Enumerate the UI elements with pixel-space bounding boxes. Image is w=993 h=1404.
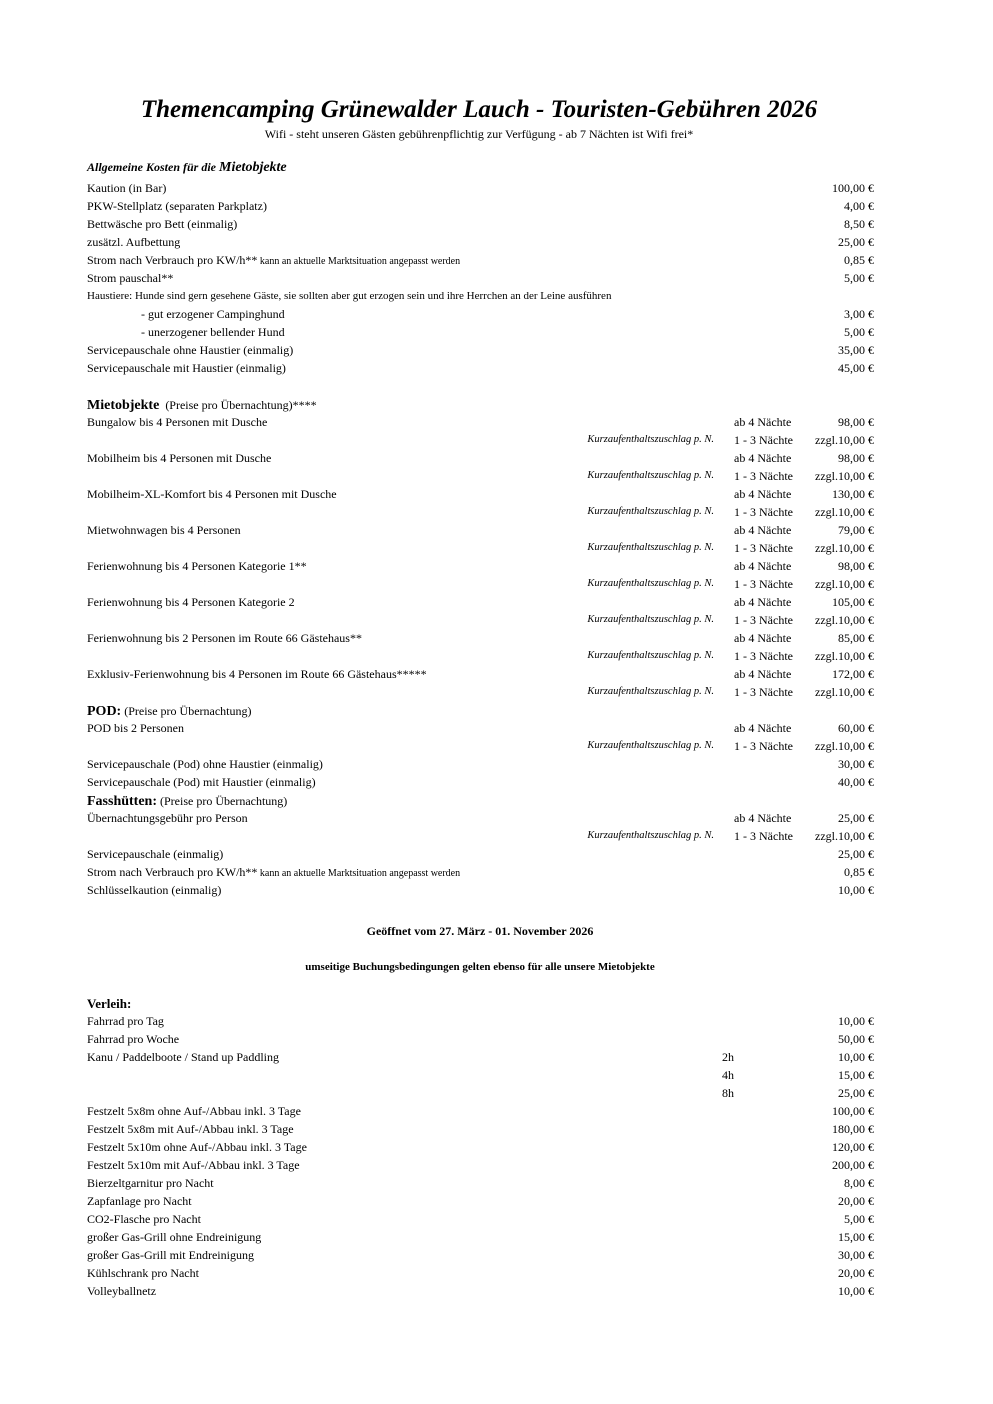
surcharge-label: Kurzaufenthaltszuschlag p. N. bbox=[587, 614, 714, 625]
item-label: - gut erzogener Campinghund bbox=[141, 307, 285, 321]
rental-item-row bbox=[87, 1048, 874, 1066]
surcharge-label: Kurzaufenthaltszuschlag p. N. bbox=[587, 830, 714, 841]
opening-dates: Geöffnet vom 27. März - 01. November 2026 bbox=[366, 924, 594, 938]
surcharge-condition: 1 - 3 Nächte bbox=[734, 829, 793, 843]
surcharge-price: zzgl.10,00 € bbox=[815, 739, 874, 753]
surcharge-price: zzgl.10,00 € bbox=[815, 505, 874, 519]
item-price: 10,00 € bbox=[838, 883, 874, 897]
surcharge-condition: 1 - 3 Nächte bbox=[734, 739, 793, 753]
item-label: Ferienwohnung bis 2 Personen im Route 66 Gästehaus** bbox=[87, 631, 362, 645]
item-condition: ab 4 Nächte bbox=[734, 631, 792, 645]
cost-row bbox=[87, 773, 874, 791]
pod-heading: POD: (Preise pro Übernachtung) bbox=[87, 704, 252, 719]
item-price: 5,00 € bbox=[844, 1212, 874, 1226]
cost-row bbox=[87, 233, 874, 251]
item-label: Servicepauschale ohne Haustier (einmalig) bbox=[87, 343, 294, 357]
item-label: Strom nach Verbrauch pro KW/h** kann an aktuelle Marktsituation angepasst werden bbox=[87, 865, 461, 879]
cost-row bbox=[87, 287, 874, 305]
item-price: 25,00 € bbox=[838, 235, 874, 249]
surcharge-label: Kurzaufenthaltszuschlag p. N. bbox=[587, 506, 714, 517]
surcharge-label: Kurzaufenthaltszuschlag p. N. bbox=[587, 740, 714, 751]
rental-item-row bbox=[87, 1210, 874, 1228]
item-price: 0,85 € bbox=[844, 253, 874, 267]
rental-item-row bbox=[87, 1138, 874, 1156]
rental-item-row bbox=[87, 1066, 874, 1084]
item-price: 8,00 € bbox=[844, 1176, 874, 1190]
item-label: Festzelt 5x10m ohne Auf-/Abbau inkl. 3 Tage bbox=[87, 1140, 307, 1154]
item-price: 79,00 € bbox=[838, 523, 874, 537]
surcharge-condition: 1 - 3 Nächte bbox=[734, 541, 793, 555]
cost-row bbox=[87, 359, 874, 377]
item-condition: ab 4 Nächte bbox=[734, 451, 792, 465]
item-price: 15,00 € bbox=[838, 1068, 874, 1082]
item-label: Ferienwohnung bis 4 Personen Kategorie 1** bbox=[87, 559, 307, 573]
item-price: 85,00 € bbox=[838, 631, 874, 645]
item-price: 98,00 € bbox=[838, 415, 874, 429]
item-condition: ab 4 Nächte bbox=[734, 595, 792, 609]
item-price: 25,00 € bbox=[838, 1086, 874, 1100]
item-label: Exklusiv-Ferienwohnung bis 4 Personen im Route 66 Gästehaus***** bbox=[87, 667, 427, 681]
cost-row bbox=[87, 305, 874, 323]
rental-item-row bbox=[87, 1174, 874, 1192]
item-label: PKW-Stellplatz (separaten Parkplatz) bbox=[87, 199, 267, 213]
item-label: Übernachtungsgebühr pro Person bbox=[87, 811, 248, 825]
surcharge-label: Kurzaufenthaltszuschlag p. N. bbox=[587, 686, 714, 697]
surcharge-price: zzgl.10,00 € bbox=[815, 541, 874, 555]
surcharge-row bbox=[87, 575, 874, 593]
item-note: kann an aktuelle Marktsituation angepasst werden bbox=[257, 868, 461, 879]
item-price: 25,00 € bbox=[838, 847, 874, 861]
item-label: Servicepauschale (Pod) ohne Haustier (einmalig) bbox=[87, 757, 323, 771]
item-price: 130,00 € bbox=[832, 487, 874, 501]
surcharge-price: zzgl.10,00 € bbox=[815, 649, 874, 663]
rental-item-row bbox=[87, 1246, 874, 1264]
surcharge-condition: 1 - 3 Nächte bbox=[734, 505, 793, 519]
item-price: 30,00 € bbox=[838, 1248, 874, 1262]
item-label: Bettwäsche pro Bett (einmalig) bbox=[87, 217, 238, 231]
rental-item-row bbox=[87, 1120, 874, 1138]
item-duration: 2h bbox=[722, 1050, 734, 1064]
item-price: 60,00 € bbox=[838, 721, 874, 735]
cost-row bbox=[87, 179, 874, 197]
wifi-note: Wifi - steht unseren Gästen gebührenpflichtig zur Verfügung - ab 7 Nächten ist Wifi frei* bbox=[264, 127, 694, 141]
rental-item-row bbox=[87, 1228, 874, 1246]
cost-row bbox=[87, 251, 874, 269]
item-price: 20,00 € bbox=[838, 1266, 874, 1280]
surcharge-label: Kurzaufenthaltszuschlag p. N. bbox=[587, 578, 714, 589]
surcharge-price: zzgl.10,00 € bbox=[815, 685, 874, 699]
item-label: Kaution (in Bar) bbox=[87, 181, 167, 195]
surcharge-row bbox=[87, 503, 874, 521]
item-price: 8,50 € bbox=[844, 217, 874, 231]
item-condition: ab 4 Nächte bbox=[734, 415, 792, 429]
surcharge-price: zzgl.10,00 € bbox=[815, 577, 874, 591]
rental-item-row bbox=[87, 1192, 874, 1210]
surcharge-price: zzgl.10,00 € bbox=[815, 469, 874, 483]
item-condition: ab 4 Nächte bbox=[734, 523, 792, 537]
rental-row bbox=[87, 809, 874, 827]
rental-row bbox=[87, 593, 874, 611]
item-price: 0,85 € bbox=[844, 865, 874, 879]
item-price: 20,00 € bbox=[838, 1194, 874, 1208]
item-price: 45,00 € bbox=[838, 361, 874, 375]
item-label: Mobilheim bis 4 Personen mit Dusche bbox=[87, 451, 272, 465]
item-label: - unerzogener bellender Hund bbox=[141, 325, 285, 339]
item-price: 35,00 € bbox=[838, 343, 874, 357]
item-price: 180,00 € bbox=[832, 1122, 874, 1136]
item-label: Schlüsselkaution (einmalig) bbox=[87, 883, 222, 897]
item-label: CO2-Flasche pro Nacht bbox=[87, 1212, 201, 1226]
surcharge-label: Kurzaufenthaltszuschlag p. N. bbox=[587, 650, 714, 661]
rental-item-row bbox=[87, 1012, 874, 1030]
item-label: Servicepauschale mit Haustier (einmalig) bbox=[87, 361, 286, 375]
surcharge-condition: 1 - 3 Nächte bbox=[734, 433, 793, 447]
page-title: Themencamping Grünewalder Lauch - Touristen-Gebühren 2026 bbox=[140, 96, 818, 123]
item-price: 100,00 € bbox=[832, 181, 874, 195]
item-duration: 8h bbox=[722, 1086, 734, 1100]
item-label: Strom nach Verbrauch pro KW/h** kann an aktuelle Marktsituation angepasst werden bbox=[87, 253, 461, 267]
item-price: 120,00 € bbox=[832, 1140, 874, 1154]
cost-row bbox=[87, 755, 874, 773]
item-price: 105,00 € bbox=[832, 595, 874, 609]
surcharge-label: Kurzaufenthaltszuschlag p. N. bbox=[587, 470, 714, 481]
item-label: Zapfanlage pro Nacht bbox=[87, 1194, 192, 1208]
cost-row bbox=[87, 323, 874, 341]
surcharge-row bbox=[87, 539, 874, 557]
item-condition: ab 4 Nächte bbox=[734, 721, 792, 735]
surcharge-row bbox=[87, 737, 874, 755]
item-label: Volleyballnetz bbox=[87, 1284, 157, 1298]
surcharge-label: Kurzaufenthaltszuschlag p. N. bbox=[587, 542, 714, 553]
surcharge-row bbox=[87, 431, 874, 449]
rental-item-row bbox=[87, 1264, 874, 1282]
item-label: zusätzl. Aufbettung bbox=[87, 235, 181, 249]
item-label: Festzelt 5x8m mit Auf-/Abbau inkl. 3 Tage bbox=[87, 1122, 294, 1136]
item-price: 50,00 € bbox=[838, 1032, 874, 1046]
allgemein-heading: Allgemeine Kosten für die Mietobjekte bbox=[87, 160, 287, 175]
item-price: 25,00 € bbox=[838, 811, 874, 825]
item-price: 4,00 € bbox=[844, 199, 874, 213]
item-note: kann an aktuelle Marktsituation angepasst werden bbox=[257, 256, 461, 267]
item-price: 15,00 € bbox=[838, 1230, 874, 1244]
cost-row bbox=[87, 845, 874, 863]
surcharge-condition: 1 - 3 Nächte bbox=[734, 685, 793, 699]
fass-heading: Fasshütten: (Preise pro Übernachtung) bbox=[87, 794, 288, 809]
item-label: großer Gas-Grill mit Endreinigung bbox=[87, 1248, 254, 1262]
cost-row bbox=[87, 215, 874, 233]
item-price: 98,00 € bbox=[838, 451, 874, 465]
surcharge-label: Kurzaufenthaltszuschlag p. N. bbox=[587, 434, 714, 445]
item-condition: ab 4 Nächte bbox=[734, 559, 792, 573]
item-label: Festzelt 5x8m ohne Auf-/Abbau inkl. 3 Tage bbox=[87, 1104, 301, 1118]
item-duration: 4h bbox=[722, 1068, 734, 1082]
item-label: großer Gas-Grill ohne Endreinigung bbox=[87, 1230, 262, 1244]
item-price: 3,00 € bbox=[844, 307, 874, 321]
rental-row bbox=[87, 485, 874, 503]
item-price: 5,00 € bbox=[844, 271, 874, 285]
rental-item-row bbox=[87, 1084, 874, 1102]
item-label: Mietwohnwagen bis 4 Personen bbox=[87, 523, 241, 537]
item-label: Bungalow bis 4 Personen mit Dusche bbox=[87, 415, 268, 429]
surcharge-condition: 1 - 3 Nächte bbox=[734, 613, 793, 627]
rental-row bbox=[87, 449, 874, 467]
item-label: Ferienwohnung bis 4 Personen Kategorie 2 bbox=[87, 595, 295, 609]
item-price: 40,00 € bbox=[838, 775, 874, 789]
item-label: POD bis 2 Personen bbox=[87, 721, 185, 735]
item-label: Mobilheim-XL-Komfort bis 4 Personen mit Dusche bbox=[87, 487, 337, 501]
surcharge-row bbox=[87, 467, 874, 485]
surcharge-price: zzgl.10,00 € bbox=[815, 433, 874, 447]
surcharge-row bbox=[87, 647, 874, 665]
item-label: Fahrrad pro Tag bbox=[87, 1014, 164, 1028]
cost-row bbox=[87, 341, 874, 359]
cost-row bbox=[87, 881, 874, 899]
surcharge-condition: 1 - 3 Nächte bbox=[734, 649, 793, 663]
rental-row bbox=[87, 629, 874, 647]
item-price: 5,00 € bbox=[844, 325, 874, 339]
mietobjekte-heading: Mietobjekte (Preise pro Übernachtung)**** bbox=[87, 398, 317, 413]
item-price: 98,00 € bbox=[838, 559, 874, 573]
item-condition: ab 4 Nächte bbox=[734, 487, 792, 501]
verleih-heading: Verleih: bbox=[87, 996, 132, 1011]
cost-row bbox=[87, 269, 874, 287]
item-price: 30,00 € bbox=[838, 757, 874, 771]
rental-row bbox=[87, 719, 874, 737]
cost-row bbox=[87, 863, 874, 881]
item-price: 172,00 € bbox=[832, 667, 874, 681]
rental-row bbox=[87, 521, 874, 539]
item-price: 10,00 € bbox=[838, 1050, 874, 1064]
item-label: Servicepauschale (einmalig) bbox=[87, 847, 224, 861]
rental-row bbox=[87, 665, 874, 683]
surcharge-condition: 1 - 3 Nächte bbox=[734, 577, 793, 591]
surcharge-row bbox=[87, 611, 874, 629]
booking-conditions-note: umseitige Buchungsbedingungen gelten ebenso für alle unsere Mietobjekte bbox=[305, 961, 655, 973]
item-price: 100,00 € bbox=[832, 1104, 874, 1118]
rental-item-row bbox=[87, 1030, 874, 1048]
surcharge-price: zzgl.10,00 € bbox=[815, 613, 874, 627]
item-condition: ab 4 Nächte bbox=[734, 811, 792, 825]
rental-row bbox=[87, 413, 874, 431]
surcharge-condition: 1 - 3 Nächte bbox=[734, 469, 793, 483]
surcharge-price: zzgl.10,00 € bbox=[815, 829, 874, 843]
surcharge-row bbox=[87, 683, 874, 701]
item-condition: ab 4 Nächte bbox=[734, 667, 792, 681]
item-label: Kanu / Paddelboote / Stand up Paddling bbox=[87, 1050, 279, 1064]
rental-item-row bbox=[87, 1282, 874, 1300]
item-label: Strom pauschal** bbox=[87, 271, 174, 285]
rental-item-row bbox=[87, 1156, 874, 1174]
item-label: Kühlschrank pro Nacht bbox=[87, 1266, 199, 1280]
item-label: Fahrrad pro Woche bbox=[87, 1032, 180, 1046]
rental-row bbox=[87, 557, 874, 575]
rental-item-row bbox=[87, 1102, 874, 1120]
item-label: Haustiere: Hunde sind gern gesehene Gäste, sie sollten aber gut erzogen sein und ihre Herrchen an der Leine ausführen bbox=[87, 290, 612, 302]
item-label: Servicepauschale (Pod) mit Haustier (einmalig) bbox=[87, 775, 316, 789]
item-label: Festzelt 5x10m mit Auf-/Abbau inkl. 3 Tage bbox=[87, 1158, 300, 1172]
item-label: Bierzeltgarnitur pro Nacht bbox=[87, 1176, 214, 1190]
item-price: 10,00 € bbox=[838, 1284, 874, 1298]
surcharge-row bbox=[87, 827, 874, 845]
item-price: 10,00 € bbox=[838, 1014, 874, 1028]
item-price: 200,00 € bbox=[832, 1158, 874, 1172]
cost-row bbox=[87, 197, 874, 215]
